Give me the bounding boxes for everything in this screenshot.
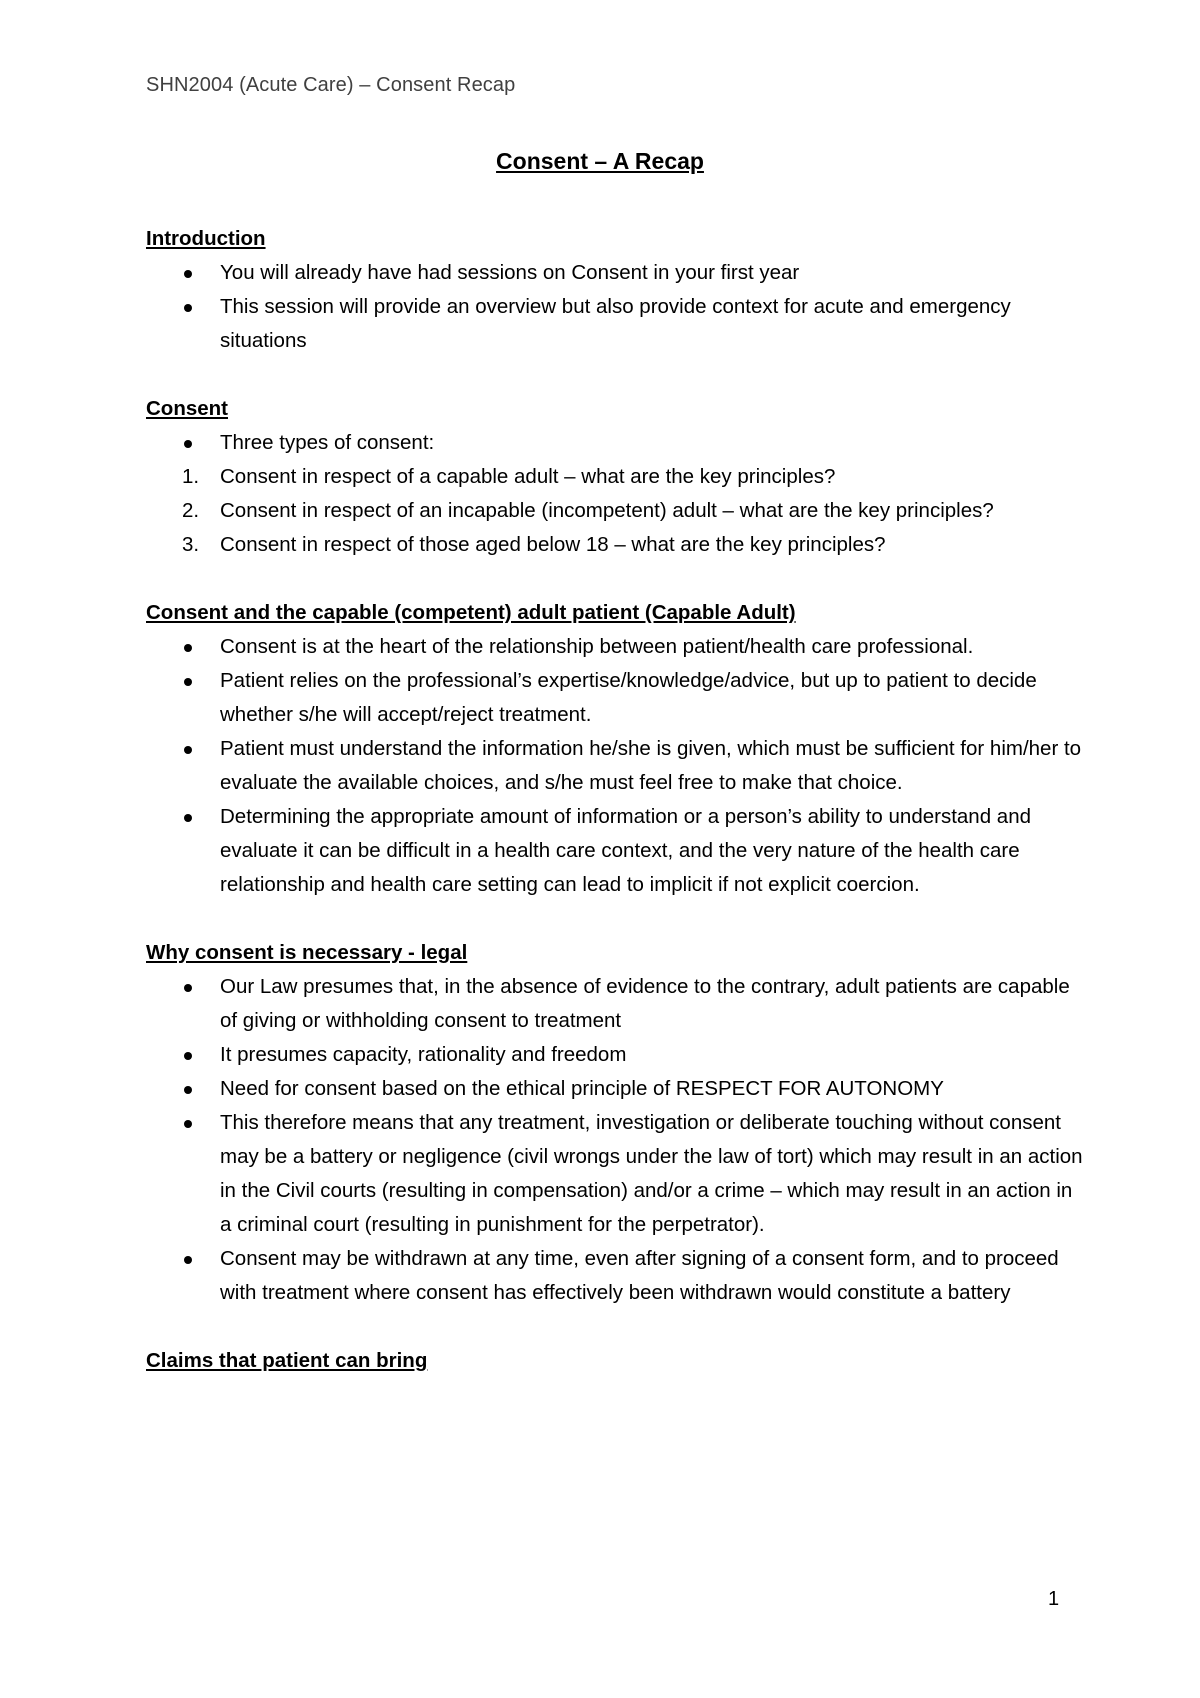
page-number: 1 — [1048, 1588, 1060, 1610]
document-title: Consent – A Recap — [496, 148, 704, 174]
bullet-item — [146, 800, 1086, 902]
item-text: This therefore means that any treatment, investigation or deliberate touching without consent may be a battery or negligence (civil wrongs under the law of tort) which may result in an action in the Civil courts (resulting in compensation) and/or a crime – which may result in an action in a criminal court (resulting in punishment for the perpetrator). — [220, 1111, 1083, 1236]
bullet-item — [146, 1242, 1086, 1310]
section-heading: Consent and the capable (competent) adult patient (Capable Adult) — [146, 601, 796, 624]
item-text: You will already have had sessions on Consent in your first year — [220, 261, 800, 284]
section-heading: Why consent is necessary - legal — [146, 941, 468, 964]
document-body — [146, 222, 1086, 1412]
bullet-item — [146, 290, 1086, 358]
item-text: This session will provide an overview but also provide context for acute and emergency situations — [220, 295, 1011, 352]
section — [146, 1344, 1086, 1378]
bullet-item — [146, 970, 1086, 1038]
section-heading: Consent — [146, 397, 228, 420]
item-text: Consent may be withdrawn at any time, even after signing of a consent form, and to proceed with treatment where consent has effectively been withdrawn would constitute a battery — [220, 1247, 1059, 1304]
bullet-item — [146, 426, 1086, 460]
item-text: It presumes capacity, rationality and freedom — [220, 1043, 627, 1066]
bullet-item — [146, 256, 1086, 290]
item-text: Three types of consent: — [220, 431, 435, 454]
running-header: SHN2004 (Acute Care) – Consent Recap — [146, 74, 516, 96]
numbered-item — [146, 494, 1086, 528]
section-heading: Introduction — [146, 227, 266, 250]
item-text: Consent in respect of a capable adult – what are the key principles? — [220, 465, 836, 488]
item-text: Consent is at the heart of the relationship between patient/health care professional. — [220, 635, 974, 658]
bullet-item — [146, 1072, 1086, 1106]
list-number: 3. — [182, 533, 200, 556]
numbered-item — [146, 528, 1086, 562]
item-list — [146, 426, 1086, 562]
bullet-item — [146, 1038, 1086, 1072]
item-text: Consent in respect of those aged below 18 – what are the key principles? — [220, 533, 886, 556]
bullet-item — [146, 732, 1086, 800]
item-list — [146, 630, 1086, 902]
section — [146, 596, 1086, 902]
item-text: Patient must understand the information he/she is given, which must be sufficient for him/her to evaluate the available choices, and s/he must feel free to make that choice. — [220, 737, 1082, 794]
item-text: Need for consent based on the ethical principle of RESPECT FOR AUTONOMY — [220, 1077, 944, 1100]
item-list — [146, 256, 1086, 358]
section — [146, 392, 1086, 562]
bullet-item — [146, 664, 1086, 732]
section-heading: Claims that patient can bring — [146, 1349, 428, 1372]
list-number: 2. — [182, 499, 200, 522]
item-list — [146, 970, 1086, 1310]
item-text: Consent in respect of an incapable (incompetent) adult – what are the key principles? — [220, 499, 994, 522]
item-text: Determining the appropriate amount of information or a person’s ability to understand and evaluate it can be difficult in a health care context, and the very nature of the health care relationship and health care setting can lead to implicit if not explicit coercion. — [220, 805, 1031, 896]
list-number: 1. — [182, 465, 200, 488]
item-text: Our Law presumes that, in the absence of evidence to the contrary, adult patients are capable of giving or withholding consent to treatment — [220, 975, 1070, 1032]
bullet-item — [146, 1106, 1086, 1242]
section — [146, 936, 1086, 1310]
numbered-item — [146, 460, 1086, 494]
item-text: Patient relies on the professional’s expertise/knowledge/advice, but up to patient to decide whether s/he will accept/reject treatment. — [220, 669, 1037, 726]
section — [146, 222, 1086, 358]
bullet-item — [146, 630, 1086, 664]
